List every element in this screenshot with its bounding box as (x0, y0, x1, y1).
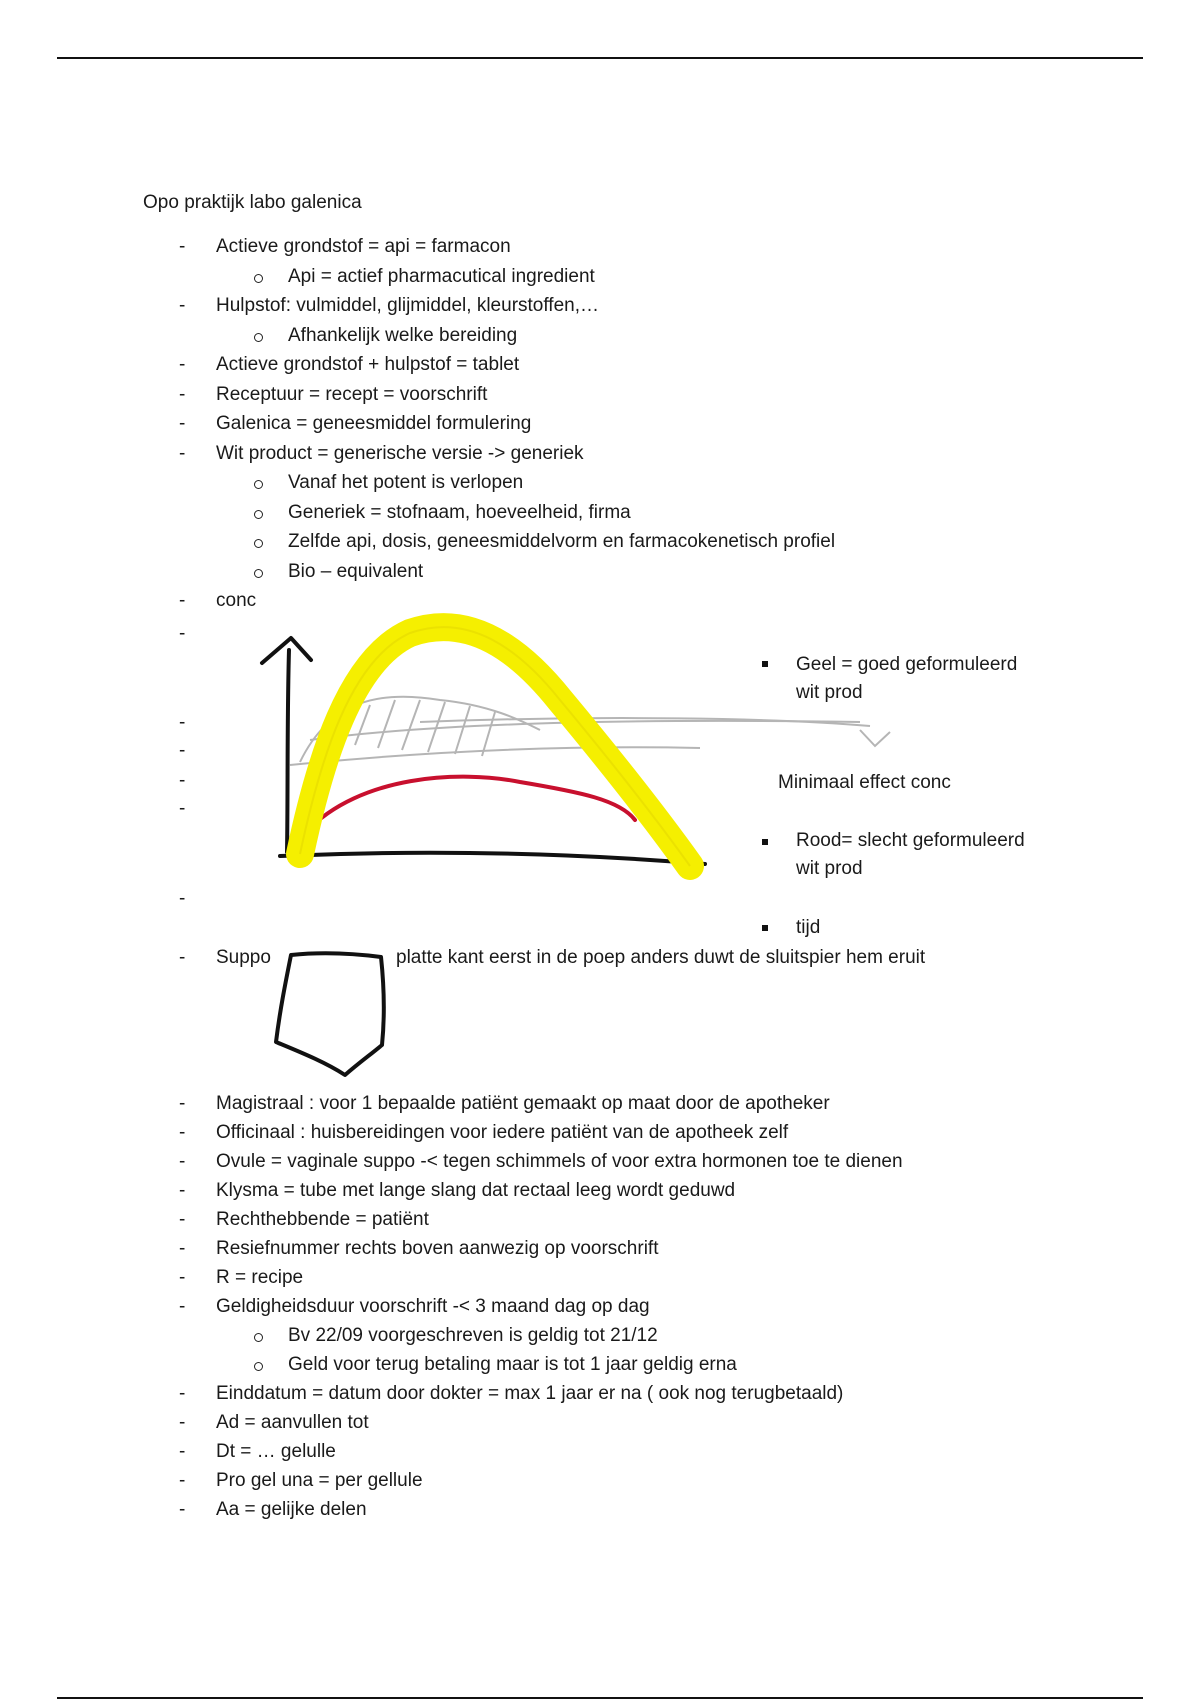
list-item: Generiek = stofnaam, hoeveelheid, firma (288, 501, 631, 523)
empty-bullet: - (179, 623, 186, 644)
empty-bullet: - (179, 770, 186, 791)
list-item: Aa = gelijke delen (216, 1499, 367, 1520)
y-axis (287, 650, 289, 852)
bullet-dash: - (179, 1267, 186, 1288)
list-item: Dt = … gelulle (216, 1441, 336, 1462)
bullet-dash: - (179, 1209, 186, 1230)
bullet-dash: - (179, 354, 186, 375)
legend-bullet (762, 925, 768, 931)
list-item: Actieve grondstof = api = farmacon (216, 236, 511, 257)
bullet-dash: - (179, 1151, 186, 1172)
bullet-dash: - (179, 1383, 186, 1404)
list-item: R = recipe (216, 1267, 304, 1288)
bullet-dash: - (179, 1441, 186, 1462)
list-item: Vanaf het potent is verlopen (288, 472, 524, 493)
suppository-sketch (276, 953, 384, 1075)
list-item: Rechthebbende = patiënt (216, 1209, 429, 1230)
bullet-dash: - (179, 1412, 186, 1433)
list-item: Zelfde api, dosis, geneesmiddelvorm en farmacokenetisch profiel (288, 531, 836, 552)
bullet-dash: - (179, 1296, 186, 1317)
bullet-circle (254, 1362, 263, 1371)
legend-yellow-text-2: wit prod (796, 682, 863, 703)
list-item: Bio – equivalent (288, 560, 424, 582)
list-item: Officinaal : huisbereidingen voor iedere patiënt van de apotheek zelf (216, 1122, 789, 1143)
bullet-dash: - (179, 1180, 186, 1201)
legend-yellow-text: Geel = goed geformuleerd (796, 654, 1018, 675)
legend-bullet (762, 661, 768, 667)
empty-bullet: - (179, 888, 186, 909)
legend-bullet (762, 839, 768, 845)
list-item: Wit product = generische versie -> generiek (216, 442, 584, 464)
footer-rule (57, 1697, 1143, 1699)
list-item: Einddatum = datum door dokter = max 1 jaar er na ( ook nog terugbetaald) (216, 1383, 844, 1404)
list-item: Galenica = geneesmiddel formulering (216, 413, 532, 434)
bullet-dash: - (179, 442, 186, 464)
bullet-dash: - (179, 947, 186, 968)
list-item: Pro gel una = per gellule (216, 1470, 423, 1491)
list-item: Actieve grondstof + hulpstof = tablet (216, 354, 520, 375)
suppo-text: platte kant eerst in de poep anders duwt de sluitspier hem eruit (396, 947, 926, 968)
list-item: Receptuur = recept = voorschrift (216, 383, 488, 405)
x-axis (280, 853, 705, 864)
list-item: Klysma = tube met lange slang dat rectaal leeg wordt geduwd (216, 1180, 736, 1201)
list-item: Magistraal : voor 1 bepaalde patiënt gemaakt op maat door de apotheker (216, 1093, 830, 1114)
list-item: Ovule = vaginale suppo -< tegen schimmels of voor extra hormonen toe te dienen (216, 1151, 903, 1172)
bullet-dash: - (179, 1093, 186, 1114)
list-item: Geld voor terug betaling maar is tot 1 jaar geldig erna (288, 1354, 737, 1375)
bullet-dash: - (179, 413, 186, 434)
page-title: Opo praktijk labo galenica (143, 192, 362, 213)
legend-red-text-2: wit prod (796, 858, 863, 879)
list-item: Api = actief pharmacutical ingredient (288, 265, 595, 287)
empty-bullet: - (179, 740, 186, 761)
time-axis-label: tijd (796, 917, 821, 938)
suppo-label: Suppo (216, 947, 271, 968)
minimal-effect-label: Minimaal effect conc (778, 772, 951, 793)
bullet-dash: - (179, 1238, 186, 1259)
empty-bullet: - (179, 798, 186, 819)
bullet-dash: - (179, 295, 186, 316)
bullet-dash: - (179, 1499, 186, 1520)
list-item: Geldigheidsduur voorschrift -< 3 maand dag op dag (216, 1296, 650, 1317)
list-item: Bv 22/09 voorgeschreven is geldig tot 21/12 (288, 1325, 658, 1346)
empty-bullet: - (179, 712, 186, 733)
red-curve (306, 777, 635, 832)
bullet-dash: - (179, 236, 186, 257)
list-item: Hulpstof: vulmiddel, glijmiddel, kleurstoffen,… (216, 295, 599, 316)
legend-red-text: Rood= slecht geformuleerd (796, 830, 1025, 851)
bullet-dash: - (179, 590, 186, 611)
list-item: conc (216, 590, 257, 611)
bullet-dash: - (179, 1122, 186, 1143)
bullet-dash: - (179, 383, 186, 405)
list-item: Resiefnummer rechts boven aanwezig op voorschrift (216, 1238, 659, 1259)
bullet-dash: - (179, 1470, 186, 1491)
list-item: Afhankelijk welke bereiding (288, 324, 518, 346)
bullet-circle (254, 1333, 263, 1342)
list-item: Ad = aanvullen tot (216, 1412, 369, 1433)
y-axis-arrowhead (262, 638, 311, 663)
